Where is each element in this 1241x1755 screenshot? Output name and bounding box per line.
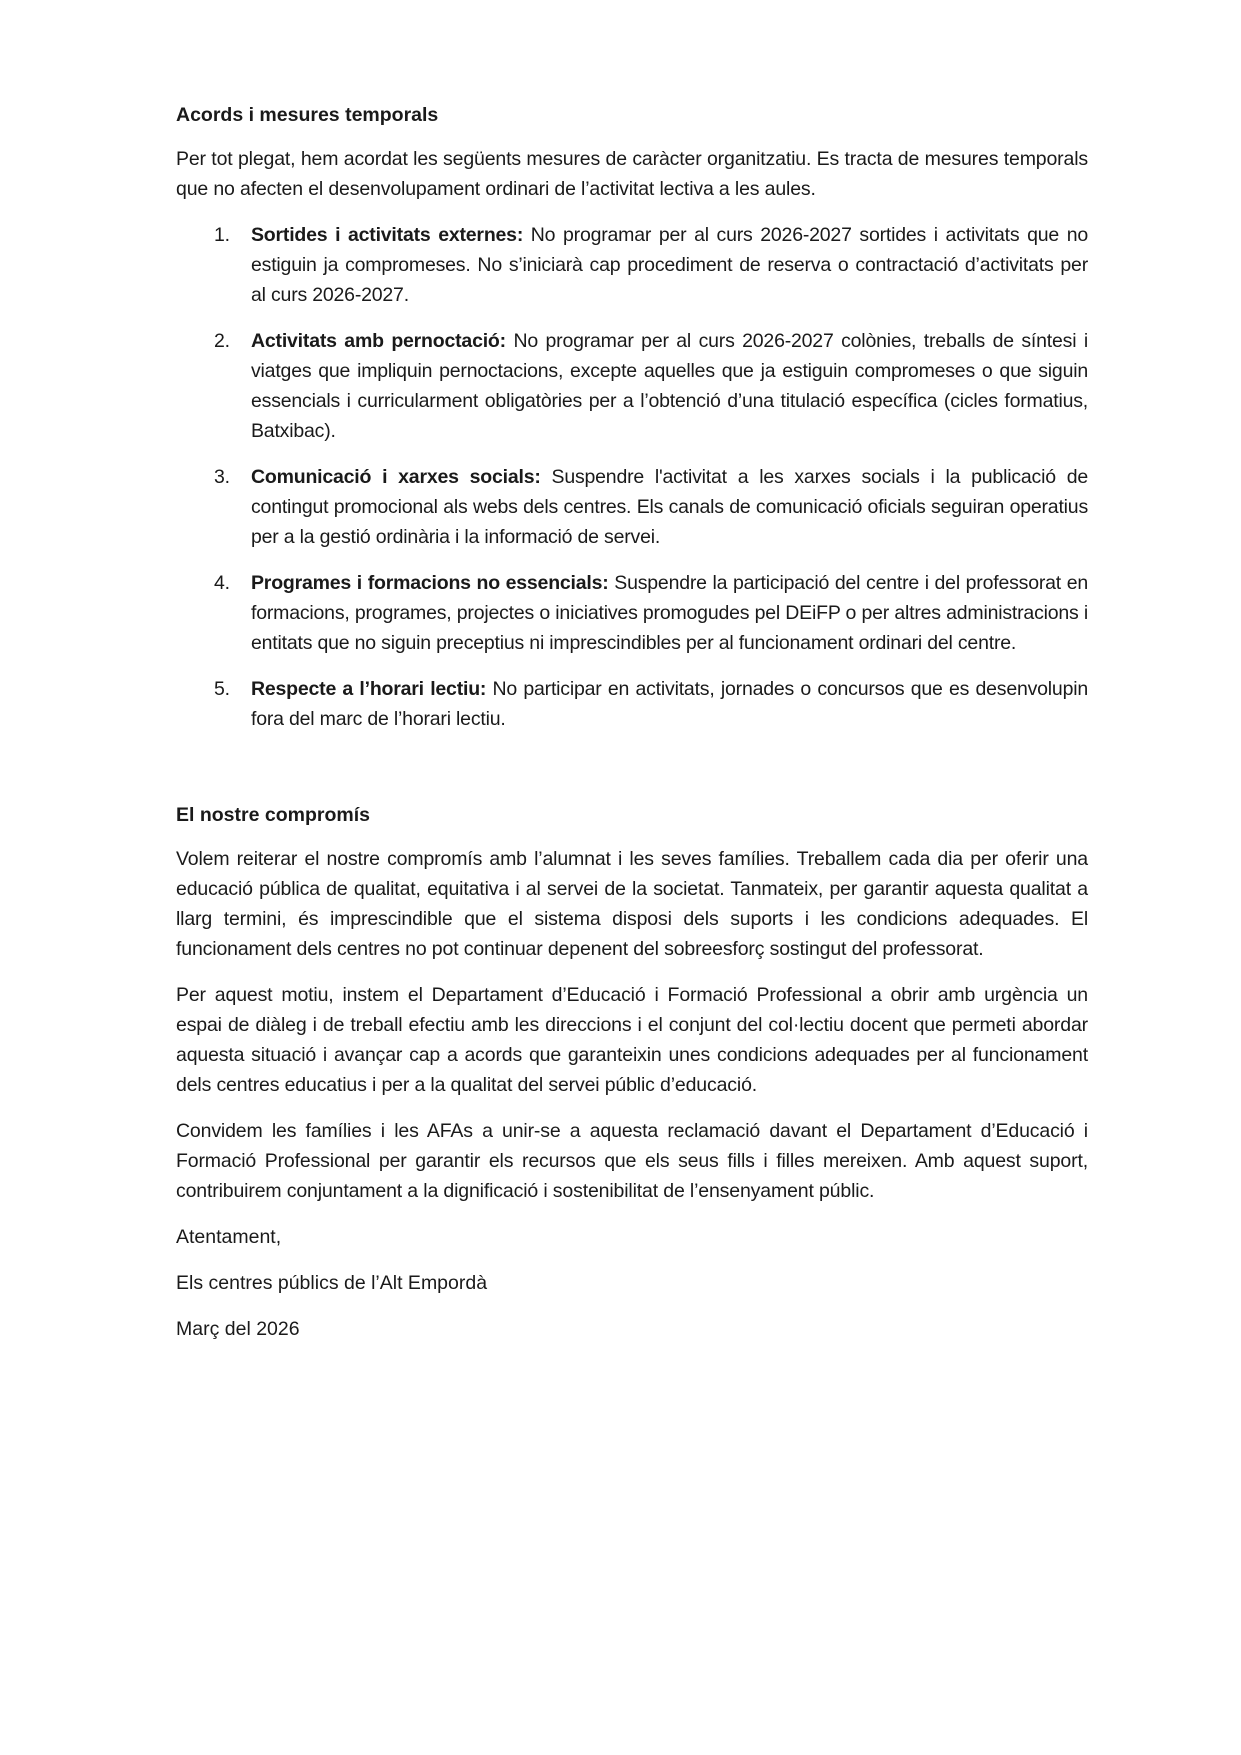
- measure-text: No programar per al curs 2026-2027 sortides i activitats que no estiguin ja compromeses. No s’iniciarà cap procediment de reserva o contractació d’activitats per al curs 2026-2027.: [251, 224, 1088, 306]
- measure-number: 5.: [214, 678, 230, 700]
- measures-list: [176, 220, 1088, 734]
- measure-item: [176, 326, 1088, 446]
- closing-date: Març del 2026: [176, 1318, 300, 1340]
- measure-item: [176, 674, 1088, 734]
- measure-text: No programar per al curs 2026-2027 colònies, treballs de síntesi i viatges que impliquin pernoctacions, excepte aquelles que ja estiguin compromeses o que siguin essencials i curricularment obligatòries per a l’obtenció d’una titulació específica (cicles formatius, Batxibac).: [251, 330, 1088, 442]
- measure-label: Sortides i activitats externes:: [251, 224, 524, 246]
- closing-salutation: Atentament,: [176, 1226, 282, 1248]
- section-spacer: [176, 750, 1088, 800]
- section-heading-measures: Acords i mesures temporals: [176, 104, 439, 126]
- measure-item: [176, 568, 1088, 658]
- measure-label: Respecte a l’horari lectiu:: [251, 678, 487, 700]
- measure-number: 1.: [214, 224, 230, 246]
- measure-number: 3.: [214, 466, 230, 488]
- measure-number: 2.: [214, 330, 230, 352]
- measure-item: [176, 220, 1088, 310]
- commitment-paragraph: Per aquest motiu, instem el Departament d’Educació i Formació Professional a obrir amb urgència un espai de diàleg i de treball efectiu amb les direccions i el conjunt del col·lectiu docent que permeti abordar aquesta situació i avançar cap a acords que garanteixin unes condicions adequades per al funcionament dels centres educatius i per a la qualitat del servei públic d’educació.: [176, 984, 1088, 1096]
- measure-label: Comunicació i xarxes socials:: [251, 466, 541, 488]
- commitment-paragraph: Volem reiterar el nostre compromís amb l’alumnat i les seves famílies. Treballem cada dia per oferir una educació pública de qualitat, equitativa i al servei de la societat. Tanmateix, per garantir aquesta qualitat a llarg termini, és imprescindible que el sistema disposi dels suports i les condicions adequades. El funcionament dels centres no pot continuar depenent del sobreesforç sostingut del professorat.: [176, 848, 1088, 960]
- measure-number: 4.: [214, 572, 230, 594]
- measure-label: Activitats amb pernoctació:: [251, 330, 506, 352]
- measure-item: [176, 462, 1088, 552]
- closing-signature: Els centres públics de l’Alt Empordà: [176, 1272, 488, 1294]
- commitment-paragraph: Convidem les famílies i les AFAs a unir-se a aquesta reclamació davant el Departament d’Educació i Formació Professional per garantir els recursos que els seus fills i filles mereixen. Amb aquest suport, contribuirem conjuntament a la dignificació i sostenibilitat de l’ensenyament públic.: [176, 1120, 1088, 1202]
- measure-label: Programes i formacions no essencials:: [251, 572, 609, 594]
- measure-text: Suspendre la participació del centre i del professorat en formacions, programes, projectes o iniciatives promogudes pel DEiFP o per altres administracions i entitats que no siguin preceptius ni imprescindibles per al funcionament ordinari del centre.: [251, 572, 1088, 654]
- section-heading-commitment: El nostre compromís: [176, 804, 370, 826]
- document-page: [176, 100, 1088, 1360]
- measure-text: Suspendre l'activitat a les xarxes socials i la publicació de contingut promocional als webs dels centres. Els canals de comunicació oficials seguiran operatius per a la gestió ordinària i la informació de servei.: [251, 466, 1088, 548]
- measure-text: No participar en activitats, jornades o concursos que es desenvolupin fora del marc de l’horari lectiu.: [251, 678, 1088, 730]
- measures-intro-paragraph: Per tot plegat, hem acordat les següents mesures de caràcter organitzatiu. Es tracta de mesures temporals que no afecten el desenvolupament ordinari de l’activitat lectiva a les aules.: [176, 148, 1088, 200]
